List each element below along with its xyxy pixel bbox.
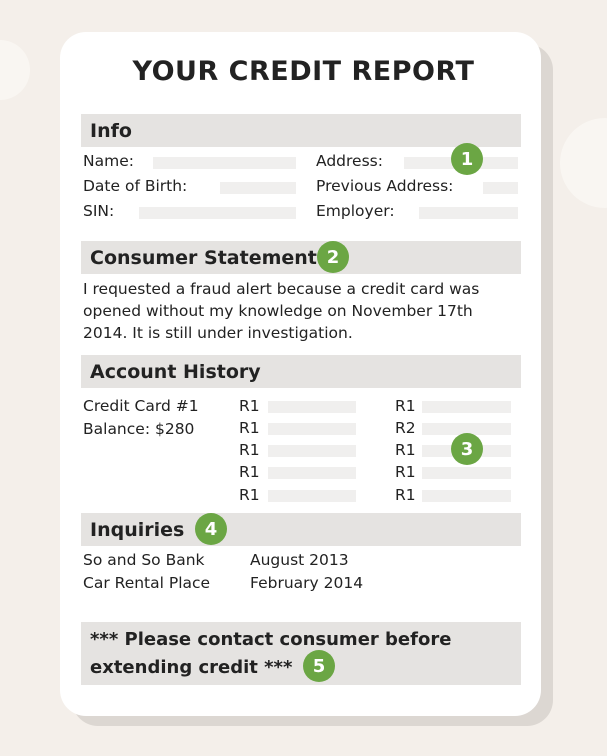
badge-5: 5 (303, 650, 335, 682)
inquiries-header-label: Inquiries (90, 518, 185, 541)
notice-box (81, 622, 521, 685)
rating-col2: R1 (395, 486, 416, 504)
rating-col1: R1 (239, 463, 260, 481)
inquiry-date: August 2013 (250, 551, 349, 569)
info-header (81, 114, 521, 147)
badge-1: 1 (451, 143, 483, 175)
rating-col2: R1 (395, 397, 416, 415)
previous-address-label: Previous Address: (316, 177, 454, 195)
rating-blank (268, 467, 356, 479)
employer-label: Employer: (316, 202, 395, 220)
rating-blank (268, 490, 356, 502)
employer-value-blank (419, 207, 518, 219)
inquiry-name: So and So Bank (83, 551, 205, 569)
name-label: Name: (83, 152, 134, 170)
rating-col1: R1 (239, 419, 260, 437)
rating-blank (422, 467, 511, 479)
rating-col2: R2 (395, 419, 416, 437)
account-balance: Balance: $280 (83, 420, 195, 438)
badge-4: 4 (195, 513, 227, 545)
previous-address-value-blank (483, 182, 518, 194)
rating-blank (268, 445, 356, 457)
badge-3: 3 (451, 433, 483, 465)
sin-label: SIN: (83, 202, 115, 220)
dob-value-blank (220, 182, 296, 194)
rating-col2: R1 (395, 441, 416, 459)
inquiry-name: Car Rental Place (83, 574, 211, 592)
badge-2: 2 (317, 241, 349, 273)
consumer-statement-header (81, 241, 521, 274)
rating-blank (268, 401, 356, 413)
rating-blank (422, 401, 511, 413)
dob-label: Date of Birth: (83, 177, 188, 195)
rating-blank (422, 490, 511, 502)
account-history-header (81, 355, 521, 388)
inquiries-header (81, 513, 521, 546)
background-decoration (560, 118, 607, 208)
address-label: Address: (316, 152, 383, 170)
name-value-blank (153, 157, 296, 169)
info-header-label: Info (90, 119, 132, 142)
notice-text: *** Please contact consumer before extending credit *** (90, 629, 452, 678)
account-name: Credit Card #1 (83, 397, 199, 415)
consumer-statement-header-label: Consumer Statement (90, 246, 317, 269)
sin-value-blank (139, 207, 296, 219)
inquiry-date: February 2014 (250, 574, 364, 592)
rating-col1: R1 (239, 486, 260, 504)
report-title: YOUR CREDIT REPORT (132, 56, 475, 87)
rating-col2: R1 (395, 463, 416, 481)
account-history-header-label: Account History (90, 360, 261, 383)
consumer-statement-text: I requested a fraud alert because a credit card was opened without my knowledge on November 17th 2014. It is still under investigation. (83, 280, 480, 342)
rating-col1: R1 (239, 441, 260, 459)
rating-col1: R1 (239, 397, 260, 415)
rating-blank (268, 423, 356, 435)
